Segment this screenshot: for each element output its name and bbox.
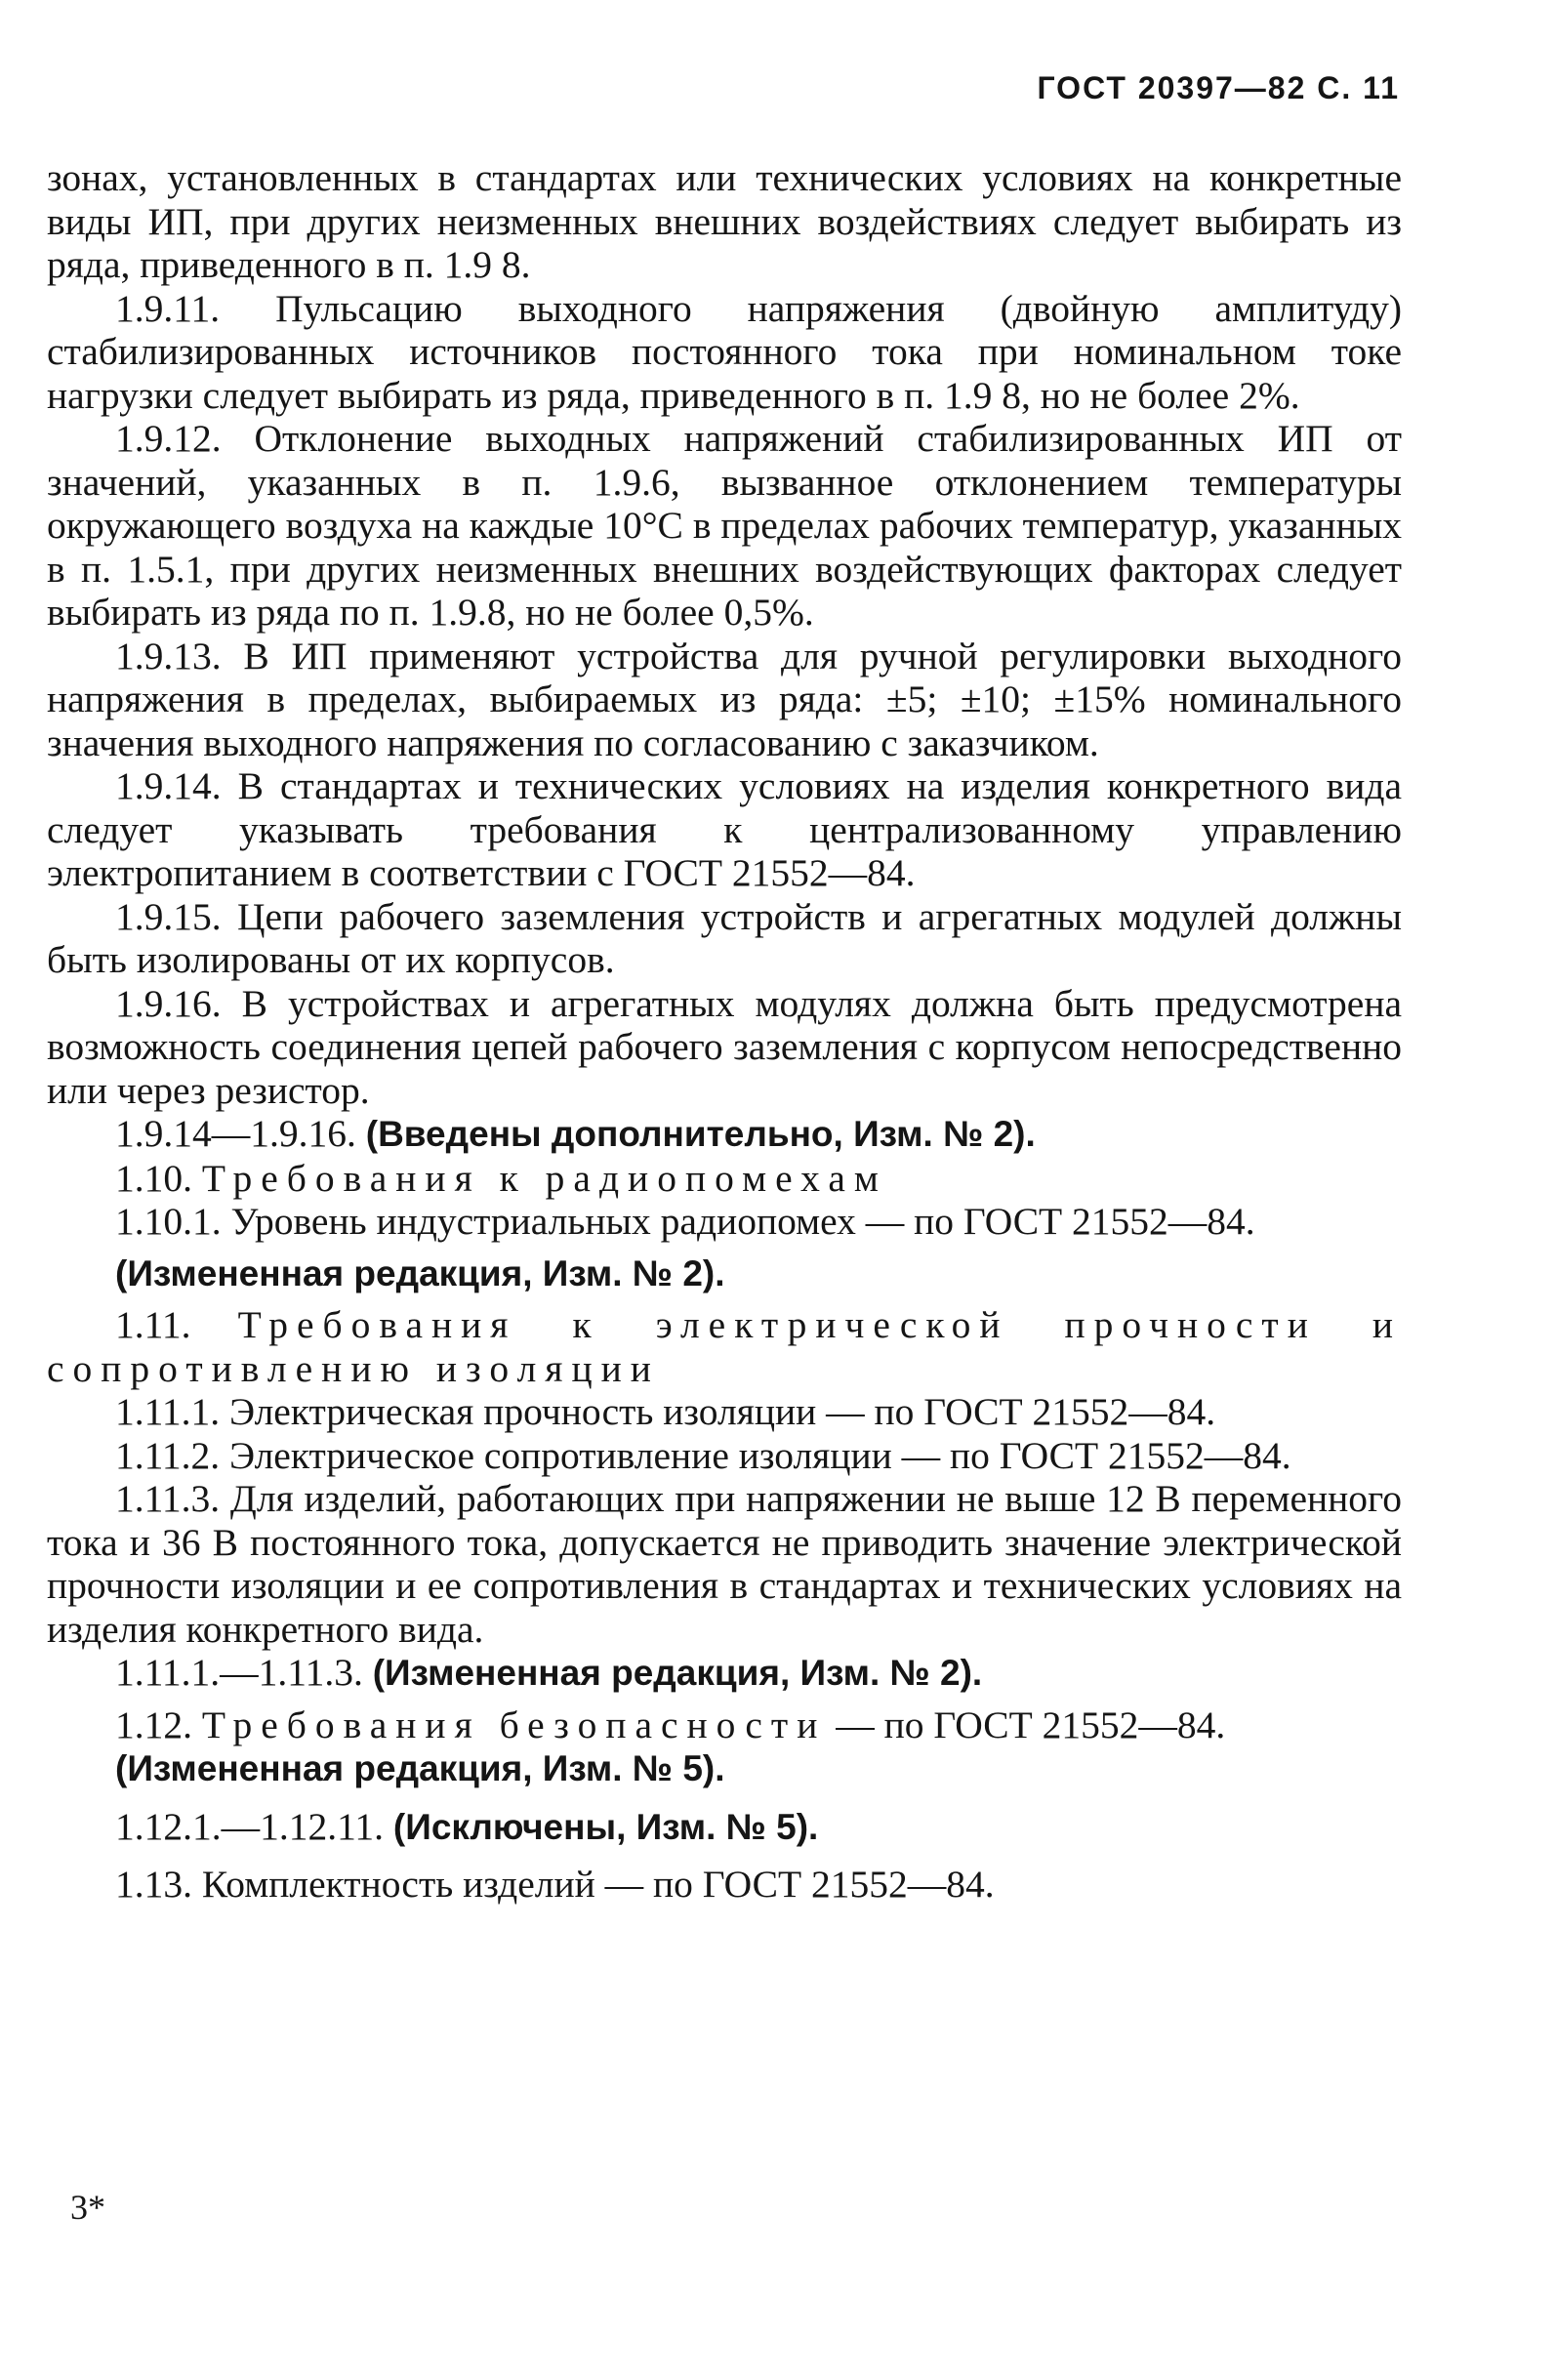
paragraph-1-11-2: 1.11.2. Электрическое сопротивление изоляции — по ГОСТ 21552—84.	[115, 1433, 1291, 1477]
paragraph-1-9-13: 1.9.13. В ИП применяют устройства для ручной регулировки выходного напряжения в пределах, выбираемых из ряда: ±5; ±10; ±15% номинального значения выходного напряжения по согласованию с заказчиком.	[47, 634, 1402, 764]
section-tail: — по ГОСТ 21552—84.	[836, 1703, 1226, 1746]
amendment-note-1-12-1	[47, 1805, 1402, 1850]
paragraph-1-9-11: 1.9.11. Пульсацию выходного напряжения (двойную амплитуду) стабилизированных источников постоянного тока при номинальном токе нагрузки следует выбирать из ряда, приведенного в п. 1.9 8, но не более 2%.	[47, 286, 1402, 417]
section-number: 1.12.	[115, 1703, 192, 1746]
signature-mark: 3*	[70, 2188, 105, 2227]
paragraph-1-13: 1.13. Комплектность изделий — по ГОСТ 21552—84.	[115, 1863, 995, 1906]
amendment-prefix: 1.11.1.—1.11.3.	[115, 1651, 363, 1694]
section-title: Требования безопасности	[201, 1703, 827, 1746]
amendment-text: (Введены дополнительно, Изм. № 2).	[365, 1114, 1036, 1154]
paragraph-1-11-3: 1.11.3. Для изделий, работающих при напряжении не выше 12 В переменного тока и 36 В постоянного тока, допускается не приводить значение электрической прочности изоляции и ее сопротивления в стандартах и технических условиях на изделия конкретного вида.	[47, 1477, 1402, 1651]
paragraph-1-9-16: 1.9.16. В устройствах и агрегатных модулях должна быть предусмотрена возможность соединения цепей рабочего заземления с корпусом непосредственно или через резистор.	[47, 981, 1402, 1112]
amendment-text: (Исключены, Изм. № 5).	[392, 1806, 819, 1847]
section-title: Требования к радиопомехам	[201, 1156, 887, 1200]
amendment-note-1-9-14	[47, 1112, 1402, 1157]
page-header: ГОСТ 20397—82 С. 11	[1037, 70, 1400, 105]
section-heading-1-11	[47, 1303, 1402, 1390]
section-number: 1.10.	[115, 1156, 192, 1200]
paragraph-1-9-15: 1.9.15. Цепи рабочего заземления устройств и агрегатных модулей должны быть изолированы от их корпусов.	[47, 894, 1402, 981]
section-heading-1-12	[47, 1703, 1402, 1747]
section-number: 1.11.	[115, 1303, 191, 1346]
paragraph-1-11-1: 1.11.1. Электрическая прочность изоляции — по ГОСТ 21552—84.	[115, 1390, 1216, 1433]
amendment-text: (Измененная редакция, Изм. № 2).	[115, 1252, 725, 1293]
paragraph-1-9-14: 1.9.14. В стандартах и технических условиях на изделия конкретного вида следует указывать требования к централизованному управлению электропитанием в соответствии с ГОСТ 21552—84.	[47, 764, 1402, 894]
amendment-prefix: 1.12.1.—1.12.11.	[115, 1804, 385, 1848]
paragraph-1-10-1: 1.10.1. Уровень индустриальных радиопомех — по ГОСТ 21552—84.	[115, 1200, 1255, 1243]
section-heading-1-10	[47, 1157, 1402, 1201]
amendment-note-1-12	[47, 1746, 1402, 1791]
amendment-note-1-11-1	[47, 1651, 1402, 1696]
paragraph-continuation: зонах, установленных в стандартах или технических условиях на конкретные виды ИП, при других неизменных внешних воздействиях следует выбирать из ряда, приведенного в п. 1.9 8.	[47, 156, 1402, 286]
paragraph-1-9-12: 1.9.12. Отклонение выходных напряжений стабилизированных ИП от значений, указанных в п. 1.9.6, вызванное отклонением температуры окружающего воздуха на каждые 10°С в пределах рабочих температур, указанных в п. 1.5.1, при других неизменных внешних воздействующих факторах следует выбирать из ряда по п. 1.9.8, но не более 0,5%.	[47, 417, 1402, 634]
amendment-note-1-10-1	[47, 1252, 1402, 1296]
section-title: Требования к электрической прочности и сопротивлению изоляции	[47, 1303, 1403, 1390]
amendment-prefix: 1.9.14—1.9.16.	[115, 1112, 356, 1155]
document-body	[47, 156, 1402, 1907]
amendment-text: (Измененная редакция, Изм. № 2).	[372, 1653, 983, 1693]
amendment-text: (Измененная редакция, Изм. № 5).	[115, 1748, 725, 1788]
